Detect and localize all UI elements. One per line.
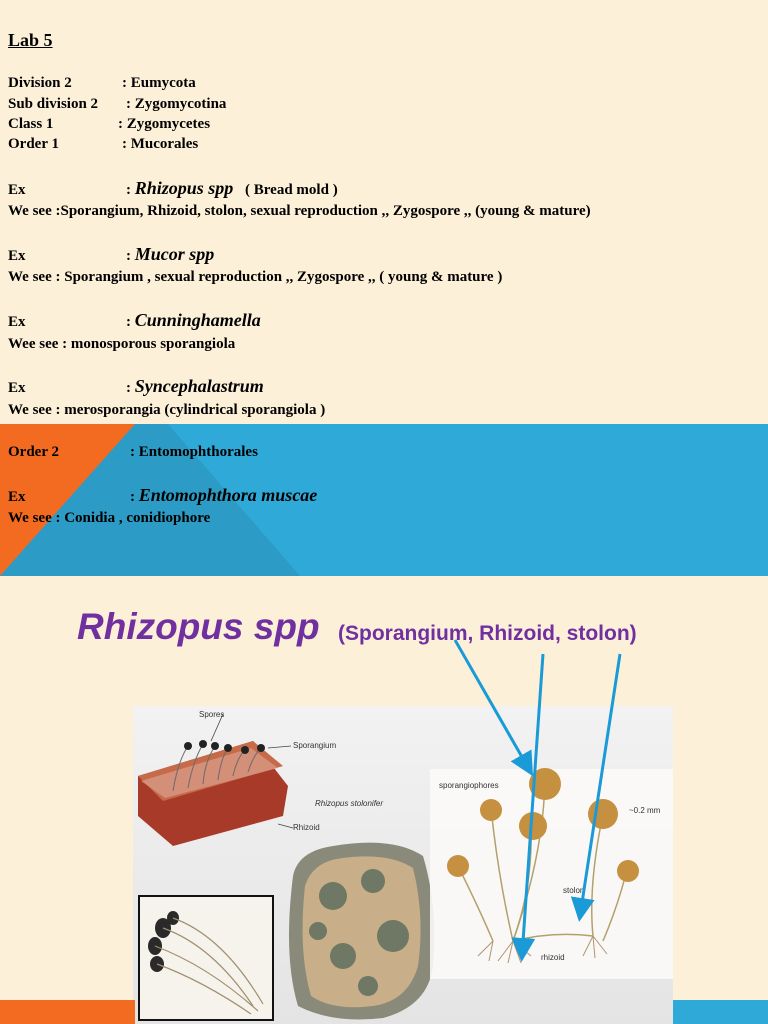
footer-blue-bar	[673, 1000, 768, 1024]
arrow-stolon	[580, 654, 620, 916]
example-row	[130, 485, 317, 506]
example-row	[126, 376, 264, 397]
example-colon: :	[126, 182, 131, 198]
example-ex-label: Ex	[8, 380, 26, 396]
taxonomy-label-order: Order 1	[8, 136, 59, 152]
example-species-name: Mucor spp	[134, 244, 215, 264]
label-rhizoid-2: rhizoid	[541, 953, 565, 962]
taxonomy-value-subdivision: : Zygomycotina	[126, 96, 227, 112]
taxonomy-label-class: Class 1	[8, 116, 54, 132]
example-ex-label: Ex	[8, 248, 26, 264]
example-row	[126, 178, 338, 199]
example-colon: :	[126, 248, 131, 264]
label-scale: ~0.2 mm	[629, 806, 661, 815]
example-species-name: Cunninghamella	[134, 310, 261, 330]
slide-2	[0, 576, 768, 1024]
example-species-name: Syncephalastrum	[134, 376, 264, 396]
example-colon: :	[130, 489, 135, 505]
example-ex-label: Ex	[8, 489, 26, 505]
example-description: We see :Sporangium, Rhizoid, stolon, sexual reproduction ,, Zygospore ,, (young & mature)	[8, 203, 591, 219]
example-row	[126, 310, 261, 331]
pointer-arrows	[0, 576, 768, 1024]
label-sporangium: Sporangium	[293, 741, 337, 750]
label-sporangiophores: sporangiophores	[439, 781, 499, 790]
lab-title: Lab 5	[8, 30, 53, 50]
example-description: We see : merosporangia (cylindrical sporangiola )	[8, 402, 326, 418]
example-species-name: Rhizopus spp	[134, 178, 234, 198]
example-ex-label: Ex	[8, 314, 26, 330]
taxonomy-label-subdivision: Sub division 2	[8, 96, 99, 112]
example-colon: :	[126, 314, 131, 330]
example-description: We see : Conidia , conidiophore	[8, 510, 211, 526]
example-species-name: Entomophthora muscae	[138, 485, 318, 505]
label-rhizoid: Rhizoid	[293, 823, 320, 832]
example-description: Wee see : monosporous sporangiola	[8, 336, 236, 352]
example-description: We see : Sporangium , sexual reproduction ,, Zygospore ,, ( young & mature )	[8, 269, 503, 285]
arrow-rhizoid	[522, 654, 543, 956]
taxonomy-value-order: : Mucorales	[122, 136, 199, 152]
slide2-title: Rhizopus spp	[77, 606, 320, 647]
label-stolon: stolon	[563, 886, 585, 895]
example-note: ( Bread mold )	[245, 182, 338, 198]
arrow-sporangium	[455, 640, 530, 771]
example-row	[126, 244, 214, 265]
order2-value: : Entomophthorales	[130, 444, 258, 460]
label-spores: Spores	[199, 710, 225, 719]
slide2-subtitle: (Sporangium, Rhizoid, stolon)	[338, 622, 637, 645]
taxonomy-label-division: Division 2	[8, 75, 72, 91]
example-ex-label: Ex	[8, 182, 26, 198]
order2-label: Order 2	[8, 444, 59, 460]
footer-orange-bar	[0, 1000, 135, 1024]
taxonomy-value-division: : Eumycota	[122, 75, 196, 91]
label-species: Rhizopus stolonifer	[315, 799, 384, 808]
example-colon: :	[126, 380, 131, 396]
taxonomy-value-class: : Zygomycetes	[118, 116, 211, 132]
